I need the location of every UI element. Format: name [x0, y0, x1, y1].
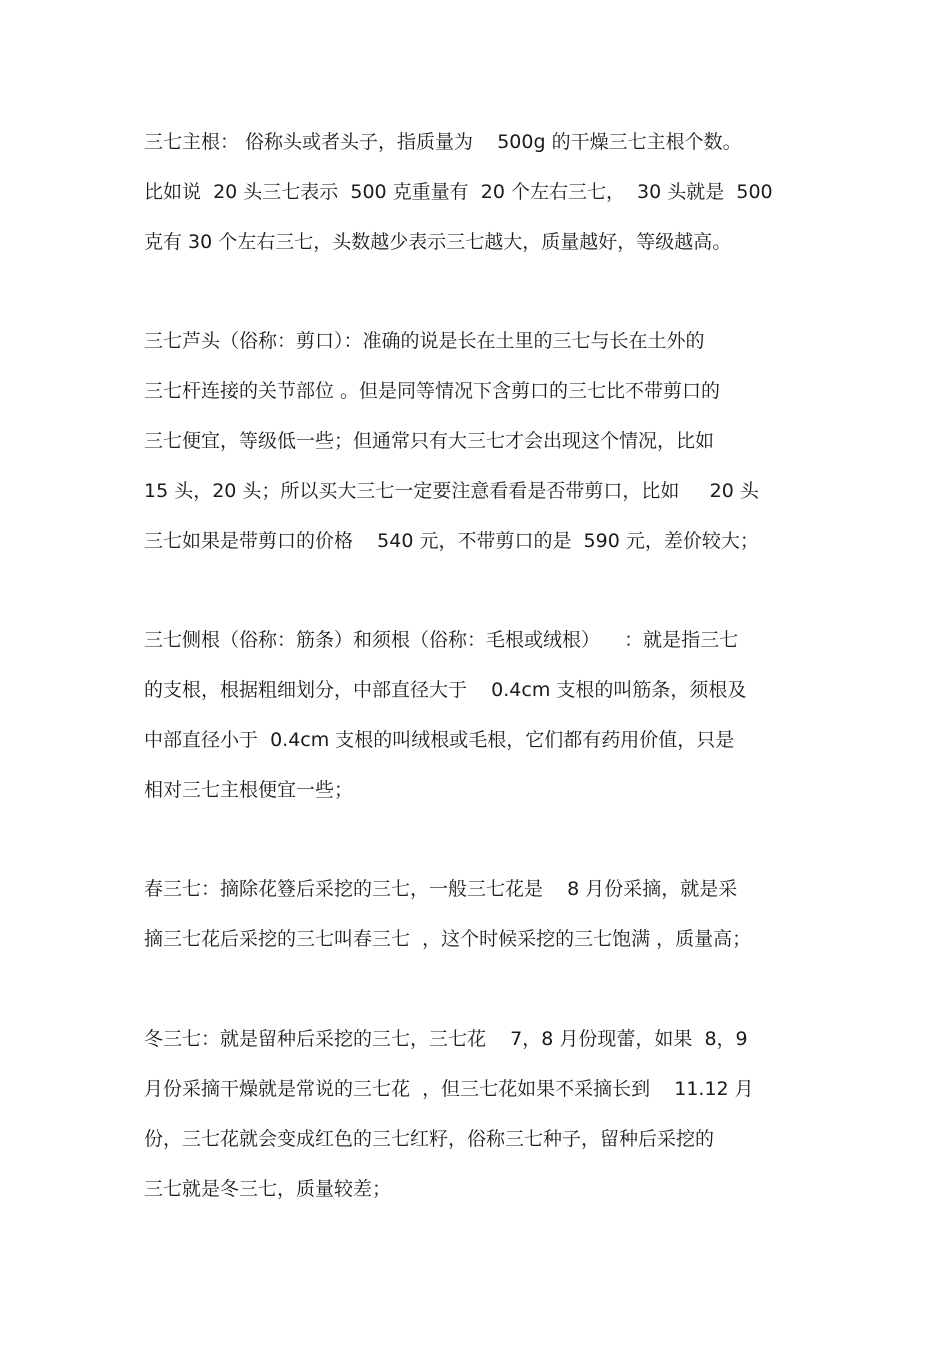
- paragraph-1-line-2: 比如说 20 头三七表示 500 克重量有 20 个左右三七， 30 头就是 500: [144, 181, 773, 203]
- paragraph-5-line-2: 月份采摘干燥就是常说的三七花 ，但三七花如果不采摘长到 11.12 月: [144, 1078, 754, 1100]
- paragraph-3-line-1: 三七侧根（俗称：筋条）和须根（俗称：毛根或绒根） ：就是指三七: [144, 629, 739, 651]
- paragraph-3-line-4: 相对三七主根便宜一些；: [144, 779, 354, 801]
- paragraph-1-line-3: 克有 30 个左右三七，头数越少表示三七越大，质量越好，等级越高。: [144, 231, 732, 253]
- paragraph-2-line-5: 三七如果是带剪口的价格 540 元，不带剪口的是 590 元，差价较大；: [144, 530, 759, 552]
- paragraph-2-line-4: 15 头，20 头；所以买大三七一定要注意看看是否带剪口，比如 20 头: [144, 480, 759, 502]
- paragraph-3-line-2: 的支根，根据粗细划分，中部直径大于 0.4cm 支根的叫筋条，须根及: [144, 679, 747, 701]
- paragraph-2-line-1: 三七芦头（俗称：剪口）：准确的说是长在土里的三七与长在土外的: [144, 330, 705, 352]
- paragraph-4-line-2: 摘三七花后采挖的三七叫春三七 ，这个时候采挖的三七饱满 ，质量高；: [144, 928, 752, 950]
- paragraph-1-line-1: 三七主根： 俗称头或者头子，指质量为 500g 的干燥三七主根个数。: [144, 131, 742, 153]
- paragraph-5-line-1: 冬三七：就是留种后采挖的三七，三七花 7，8 月份现蕾，如果 8，9: [144, 1028, 748, 1050]
- paragraph-3-line-3: 中部直径小于 0.4cm 支根的叫绒根或毛根，它们都有药用价值，只是: [144, 729, 735, 751]
- paragraph-5-line-3: 份，三七花就会变成红色的三七红籽，俗称三七种子，留种后采挖的: [144, 1128, 715, 1150]
- paragraph-4-line-1: 春三七：摘除花簦后采挖的三七，一般三七花是 8 月份采摘，就是采: [144, 878, 738, 900]
- paragraph-5-line-4: 三七就是冬三七，质量较差；: [144, 1178, 392, 1200]
- paragraph-2-line-2: 三七杆连接的关节部位 。但是同等情况下含剪口的三七比不带剪口的: [144, 380, 721, 402]
- paragraph-2-line-3: 三七便宜，等级低一些；但通常只有大三七才会出现这个情况，比如: [144, 430, 715, 452]
